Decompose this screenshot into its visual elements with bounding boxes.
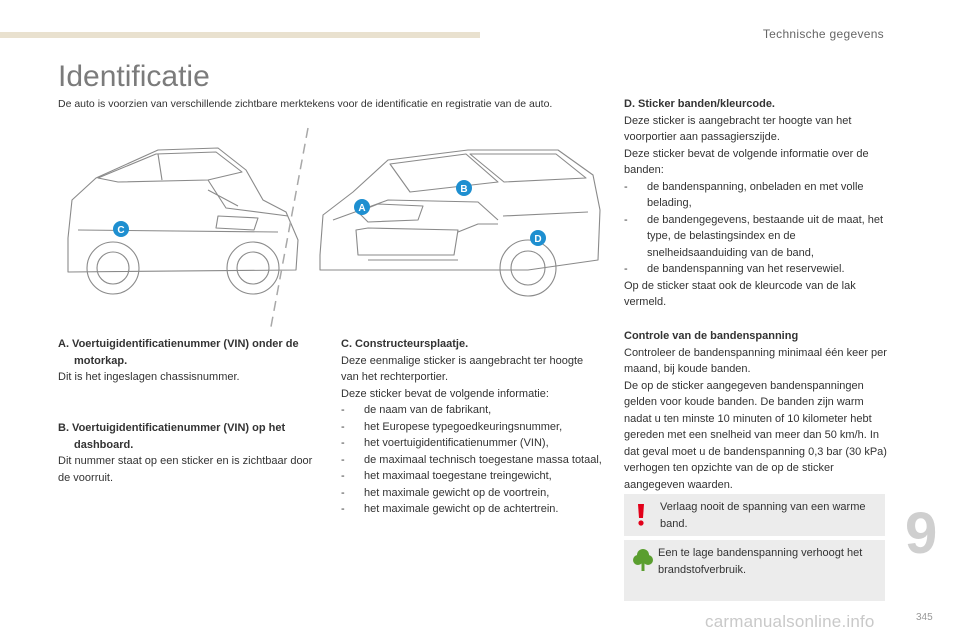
marker-a: [354, 199, 370, 215]
intro-text: De auto is voorzien van verschillende zichtbare merktekens voor de identificatie en registratie van de auto.: [58, 98, 553, 110]
page-number: 345: [916, 612, 933, 623]
section-c-text1: Deze eenmalige sticker is aangebracht ter hoogte van het rechterportier.: [341, 354, 584, 383]
section-c-list: [341, 402, 603, 518]
warning-text: Verlaag nooit de spanning van een warme band.: [660, 501, 866, 530]
section-c-title: C. Constructeursplaatje.: [341, 338, 469, 350]
section-d-text1: Deze sticker is aangebracht ter hoogte van het voorportier aan passagierszijde.: [624, 114, 852, 143]
marker-d: [530, 230, 546, 246]
section-a-title: A. Voertuigidentificatienummer (VIN) onder de motorkap.: [58, 338, 299, 367]
tyre-pressure-text1: Controleer de bandenspanning minimaal één keer per maand, bij koude banden.: [624, 346, 887, 375]
list-item: - het maximaal toegestane treingewicht,: [341, 468, 603, 485]
svg-text:B: B: [460, 184, 468, 195]
chapter-number: 9: [905, 501, 938, 566]
section-a-text: Dit is het ingeslagen chassisnummer.: [58, 371, 240, 383]
tyre-pressure-section: [624, 328, 889, 493]
section-a: [58, 336, 320, 386]
section-d-text3: Op de sticker staat ook de kleurcode van de lak vermeld.: [624, 279, 856, 308]
exclamation-icon: [636, 503, 646, 527]
eco-text: Een te lage bandenspanning verhoogt het brandstofverbruik.: [658, 547, 863, 576]
list-item: - het voertuigidentificatienummer (VIN),: [341, 435, 603, 452]
section-d-text2: Deze sticker bevat de volgende informatie over de banden:: [624, 147, 869, 176]
list-item: - het maximale gewicht op de achtertrein.: [341, 501, 603, 518]
list-item: - het Europese typegoedkeuringsnummer,: [341, 419, 603, 436]
section-b-title: B. Voertuigidentificatienummer (VIN) op het dashboard.: [58, 422, 286, 451]
section-c: [341, 336, 603, 518]
list-item: - de bandenspanning, onbeladen en met volle belading,: [624, 179, 889, 212]
car-front-view: [320, 150, 600, 296]
section-title: Technische gegevens: [762, 27, 884, 41]
tyre-pressure-title: Controle van de bandenspanning: [624, 330, 799, 342]
svg-text:C: C: [117, 225, 125, 236]
list-item: - de naam van de fabrikant,: [341, 402, 603, 419]
header-accent-bar: [0, 32, 480, 38]
divider-line: [270, 128, 308, 332]
section-c-text2: Deze sticker bevat de volgende informatie:: [341, 387, 549, 400]
list-item: - de bandenspanning van het reservewiel.: [624, 261, 889, 278]
watermark: carmanualsonline.info: [705, 612, 875, 631]
section-d: [624, 96, 889, 311]
section-b-text: Dit nummer staat op een sticker en is zichtbaar door de voorruit.: [58, 455, 313, 484]
warning-note: [624, 494, 885, 536]
section-b: [58, 420, 320, 486]
section-d-title: D. Sticker banden/kleurcode.: [624, 98, 775, 110]
list-item: - het maximale gewicht op de voortrein,: [341, 485, 603, 502]
page-title: Identificatie: [58, 60, 210, 93]
marker-c: [113, 221, 129, 237]
svg-text:A: A: [358, 203, 366, 214]
car-illustration: [58, 120, 608, 335]
eco-note: [624, 540, 885, 601]
marker-b: [456, 180, 472, 196]
tree-icon: [632, 547, 654, 573]
section-d-list: [624, 179, 889, 278]
tyre-pressure-text2: De op de sticker aangegeven bandenspanningen gelden voor koude banden. De banden zijn warm nadat u ten minste 10 minuten of 10 kilometer hebt gereden met een snelheid van meer dan 50 km/h. In dat geval moet u de bandenspanning 0,3 bar (30 kPa) verhogen ten opzichte van de op de sticker aangegeven waarden.: [624, 379, 887, 491]
svg-text:D: D: [534, 234, 542, 245]
car-rear-view: [68, 148, 298, 294]
list-item: - de maximaal technisch toegestane massa totaal,: [341, 452, 603, 469]
list-item: - de bandengegevens, bestaande uit de maat, het type, de belastingsindex en de snelheidsaanduiding van de band,: [624, 212, 889, 262]
